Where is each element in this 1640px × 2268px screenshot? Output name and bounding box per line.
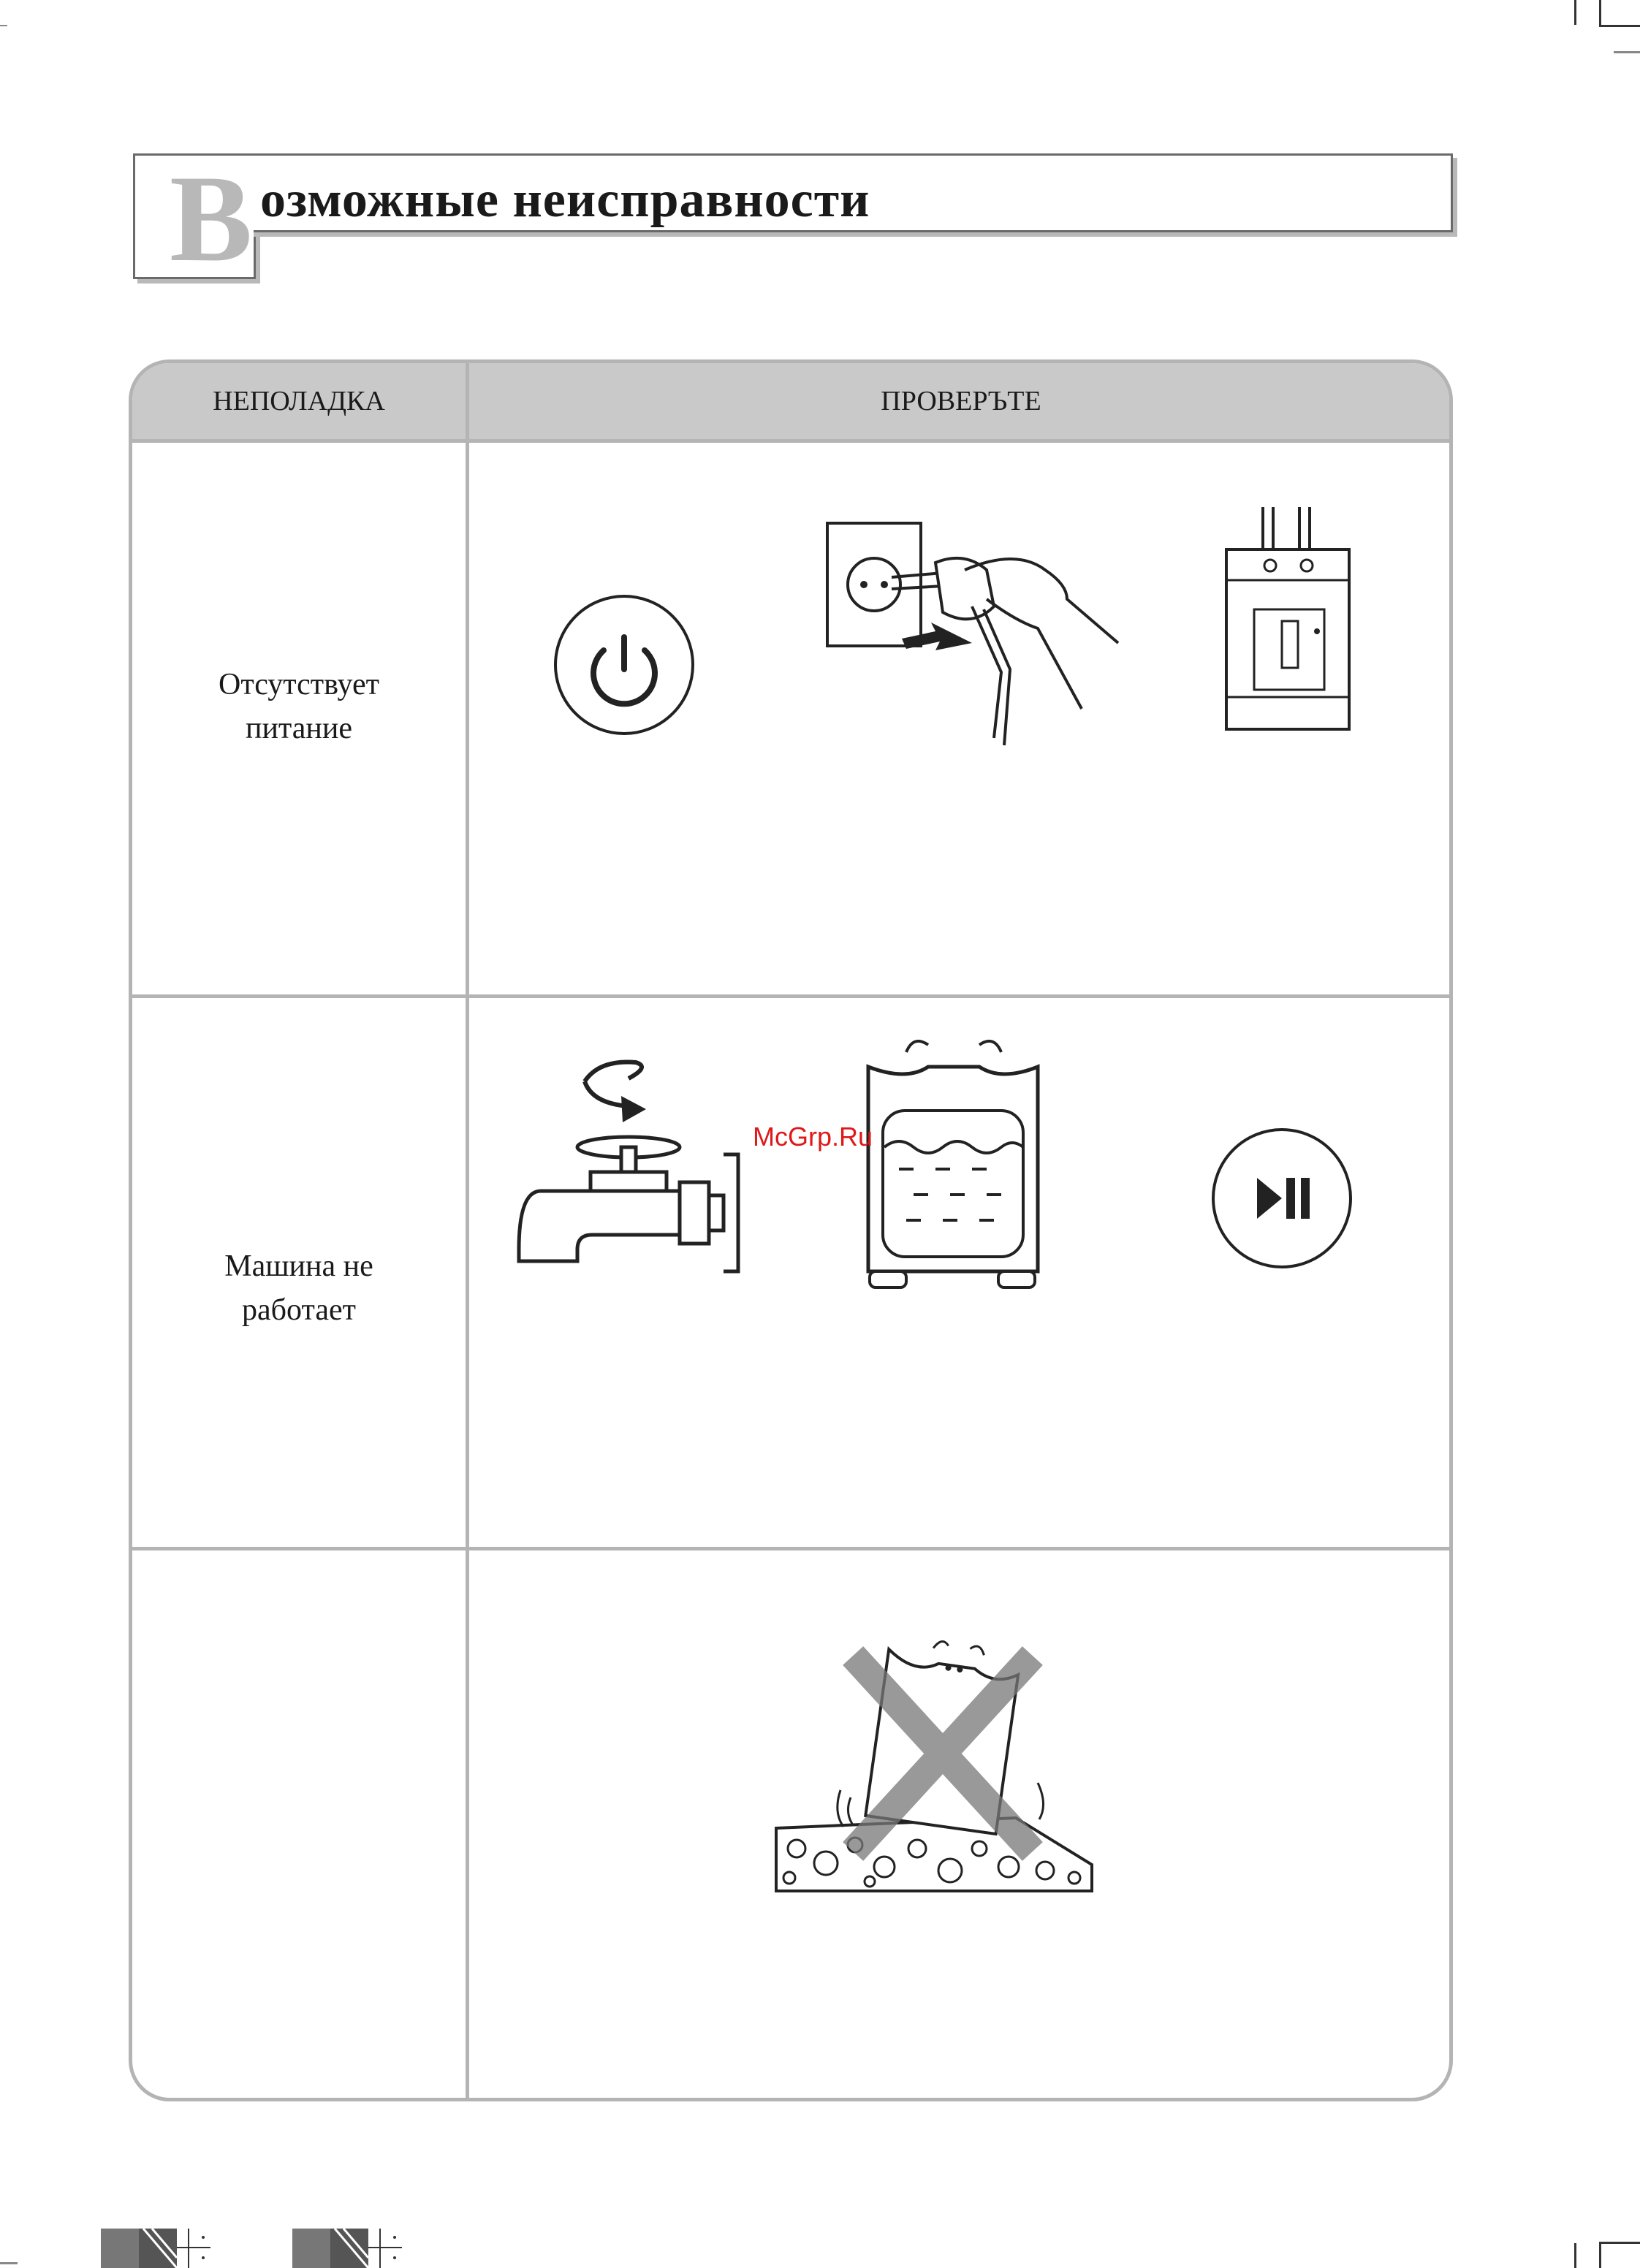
crop-mark [1574,2243,1576,2268]
title-initial-letter: В [170,150,253,287]
crop-mark [1599,0,1601,25]
problem-line: Отсутствует [219,668,379,701]
power-button-icon [553,593,696,737]
problem-machine-not-working [132,1244,466,1332]
plug-into-socket-illustration [826,519,1125,753]
crop-mark [1614,51,1640,53]
circuit-breaker-illustration [1220,507,1359,741]
problem-line: работает [242,1293,356,1327]
row-divider [132,994,1449,998]
crop-mark [1599,2242,1640,2244]
registration-bar-left [101,2229,218,2268]
problem-no-power [132,663,466,750]
uneven-floor-illustration [775,1637,1104,1892]
registration-bar-right [292,2229,409,2268]
crop-mark [0,25,7,26]
row-divider [132,439,1449,443]
crop-mark [0,2262,18,2264]
water-tap-illustration [512,1052,745,1264]
row-divider [132,1547,1449,1550]
problem-line: Машина не [224,1249,373,1283]
header-check: ПРОВЕРЪТЕ [881,386,1041,416]
watermark: McGrp.Ru [753,1122,873,1152]
table-header [132,363,1449,439]
column-divider [466,363,469,2098]
water-tank-illustration [855,1038,1052,1301]
crop-mark [1599,25,1640,27]
crop-mark [1574,0,1576,25]
header-problem: НЕПОЛАДКА [213,386,385,416]
page-title: озможные неисправности [260,172,870,228]
start-pause-button-icon [1210,1127,1354,1270]
crop-mark [1599,2243,1601,2268]
problem-line: питание [245,712,353,745]
